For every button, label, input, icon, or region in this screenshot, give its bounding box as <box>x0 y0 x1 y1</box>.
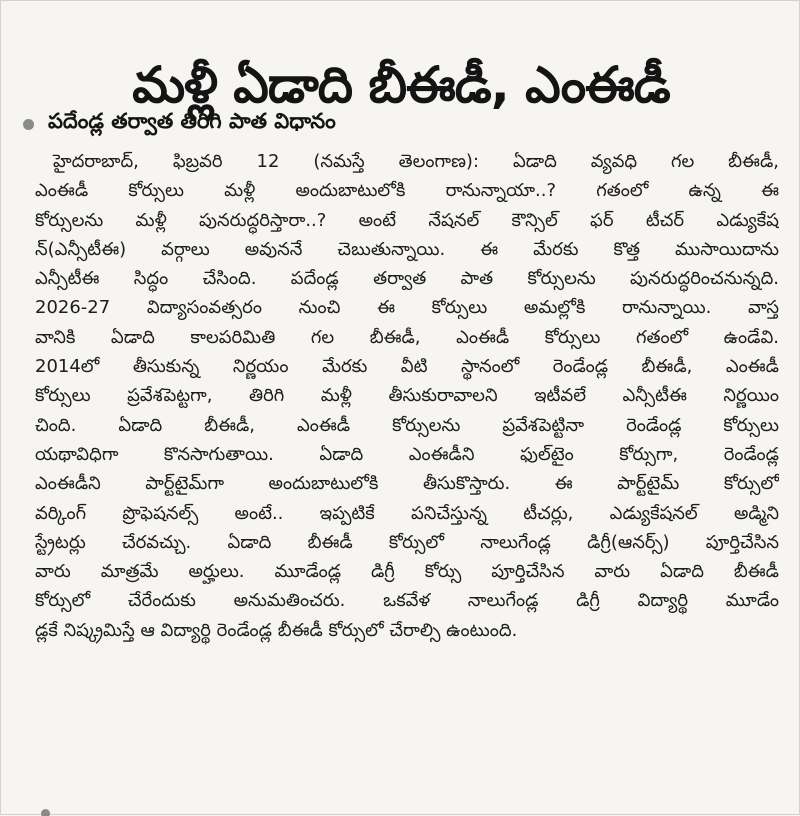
body-line: వానికి ఏడాది కాలపరిమితి గల బీఈడీ, ఎంఈడీ కోర్సులు గతంలో ఉండేవి. <box>35 326 779 348</box>
headline: మళ్లీ ఏడాది బీఈడీ, ఎంఈడీ <box>132 55 670 114</box>
body-line: 2014లో తీసుకున్న నిర్ణయం మేరకు వీటి స్థానంలో రెండేండ్ల బీఈడీ, ఎంఈడీ <box>35 356 779 378</box>
subheading-row <box>23 107 783 141</box>
body-line: కోర్సులు ప్రవేశపెట్టగా, తిరిగి మళ్లీ తీసుకురావాలని ఇటీవలే ఎన్సీటీఈ నిర్ణయిం <box>35 385 779 407</box>
body-line: 2026-27 విద్యాసంవత్సరం నుంచి ఈ కోర్సులు అమల్లోకి రానున్నాయి. వాస్త <box>35 297 779 319</box>
body-line: న్(ఎన్సీటీఈ) వర్గాలు అవుననే చెబుతున్నాయి. ఈ మేరకు కొత్త ముసాయిదాను <box>35 238 779 260</box>
body-line: స్ట్రేటర్లు చేరవచ్చు. ఏడాది బీఈడీ కోర్సులో నాలుగేండ్ల డిగ్రీ(ఆనర్స్) పూర్తిచేసిన <box>35 531 779 553</box>
body-line: ఎన్సీటీఈ సిద్ధం చేసింది. పదేండ్ల తర్వాత పాత కోర్సులను పునరుద్ధరించనున్నది. <box>35 268 779 290</box>
article-body <box>35 147 779 645</box>
body-line: కోర్సులను మళ్లీ పునరుద్ధరిస్తారా..? అంటే నేషనల్ కౌన్సిల్ ఫర్ టీచర్ ఎడ్యుకేష <box>35 209 779 231</box>
body-line: హైదరాబాద్, ఫిబ్రవరి 12 (నమస్తే తెలంగాణ): ఏడాది వ్యవధి గల బీఈడీ, <box>53 151 779 172</box>
body-line: వర్కింగ్ ప్రొఫెషనల్స్ అంటే.. ఇప్పటికే పనిచేస్తున్న టీచర్లు, ఎడ్యుకేషనల్ అడ్మిని <box>35 502 779 524</box>
body-line: ఎంఈడీ కోర్సులు మళ్లీ అందుబాటులోకి రానున్నాయా..? గతంలో ఉన్న ఈ <box>35 180 779 202</box>
body-line: ఎంఈడీని పార్ట్‌టైమ్‌గా అందుబాటులోకి తీసుకొస్తారు. ఈ పార్ట్‌టైమ్ కోర్సులో <box>35 473 779 495</box>
body-line: వారు మాత్రమే అర్హులు. మూడేండ్ల డిగ్రీ కోర్సు పూర్తిచేసిన వారు ఏడాది బీఈడీ <box>35 561 779 583</box>
next-section-cutoff <box>41 801 800 816</box>
body-line: చింది. ఏడాది బీఈడీ, ఎంఈడీ కోర్సులను ప్రవేశపెట్టినా రెండేండ్ల కోర్సులు <box>35 414 779 436</box>
bullet-icon <box>23 119 34 130</box>
body-line: యథావిధిగా కొనసాగుతాయి. ఏడాది ఎంఈడీని ఫుల్‌టైం కోర్సుగా, రెండేండ్ల <box>35 443 779 465</box>
body-line: డ్లకే నిష్క్రమిస్తే ఆ విద్యార్థి రెండేండ్ల బీఈడీ కోర్సులో చేరాల్సి ఉంటుంది. <box>35 619 518 641</box>
body-line: కోర్సులో చేరేందుకు అనుమతించరు. ఒకవేళ నాలుగేండ్ల డిగ్రీ విద్యార్థి మూడేం <box>35 590 779 612</box>
subheading: పదేండ్ల తర్వాత తిరిగి పాత విధానం <box>48 109 336 133</box>
